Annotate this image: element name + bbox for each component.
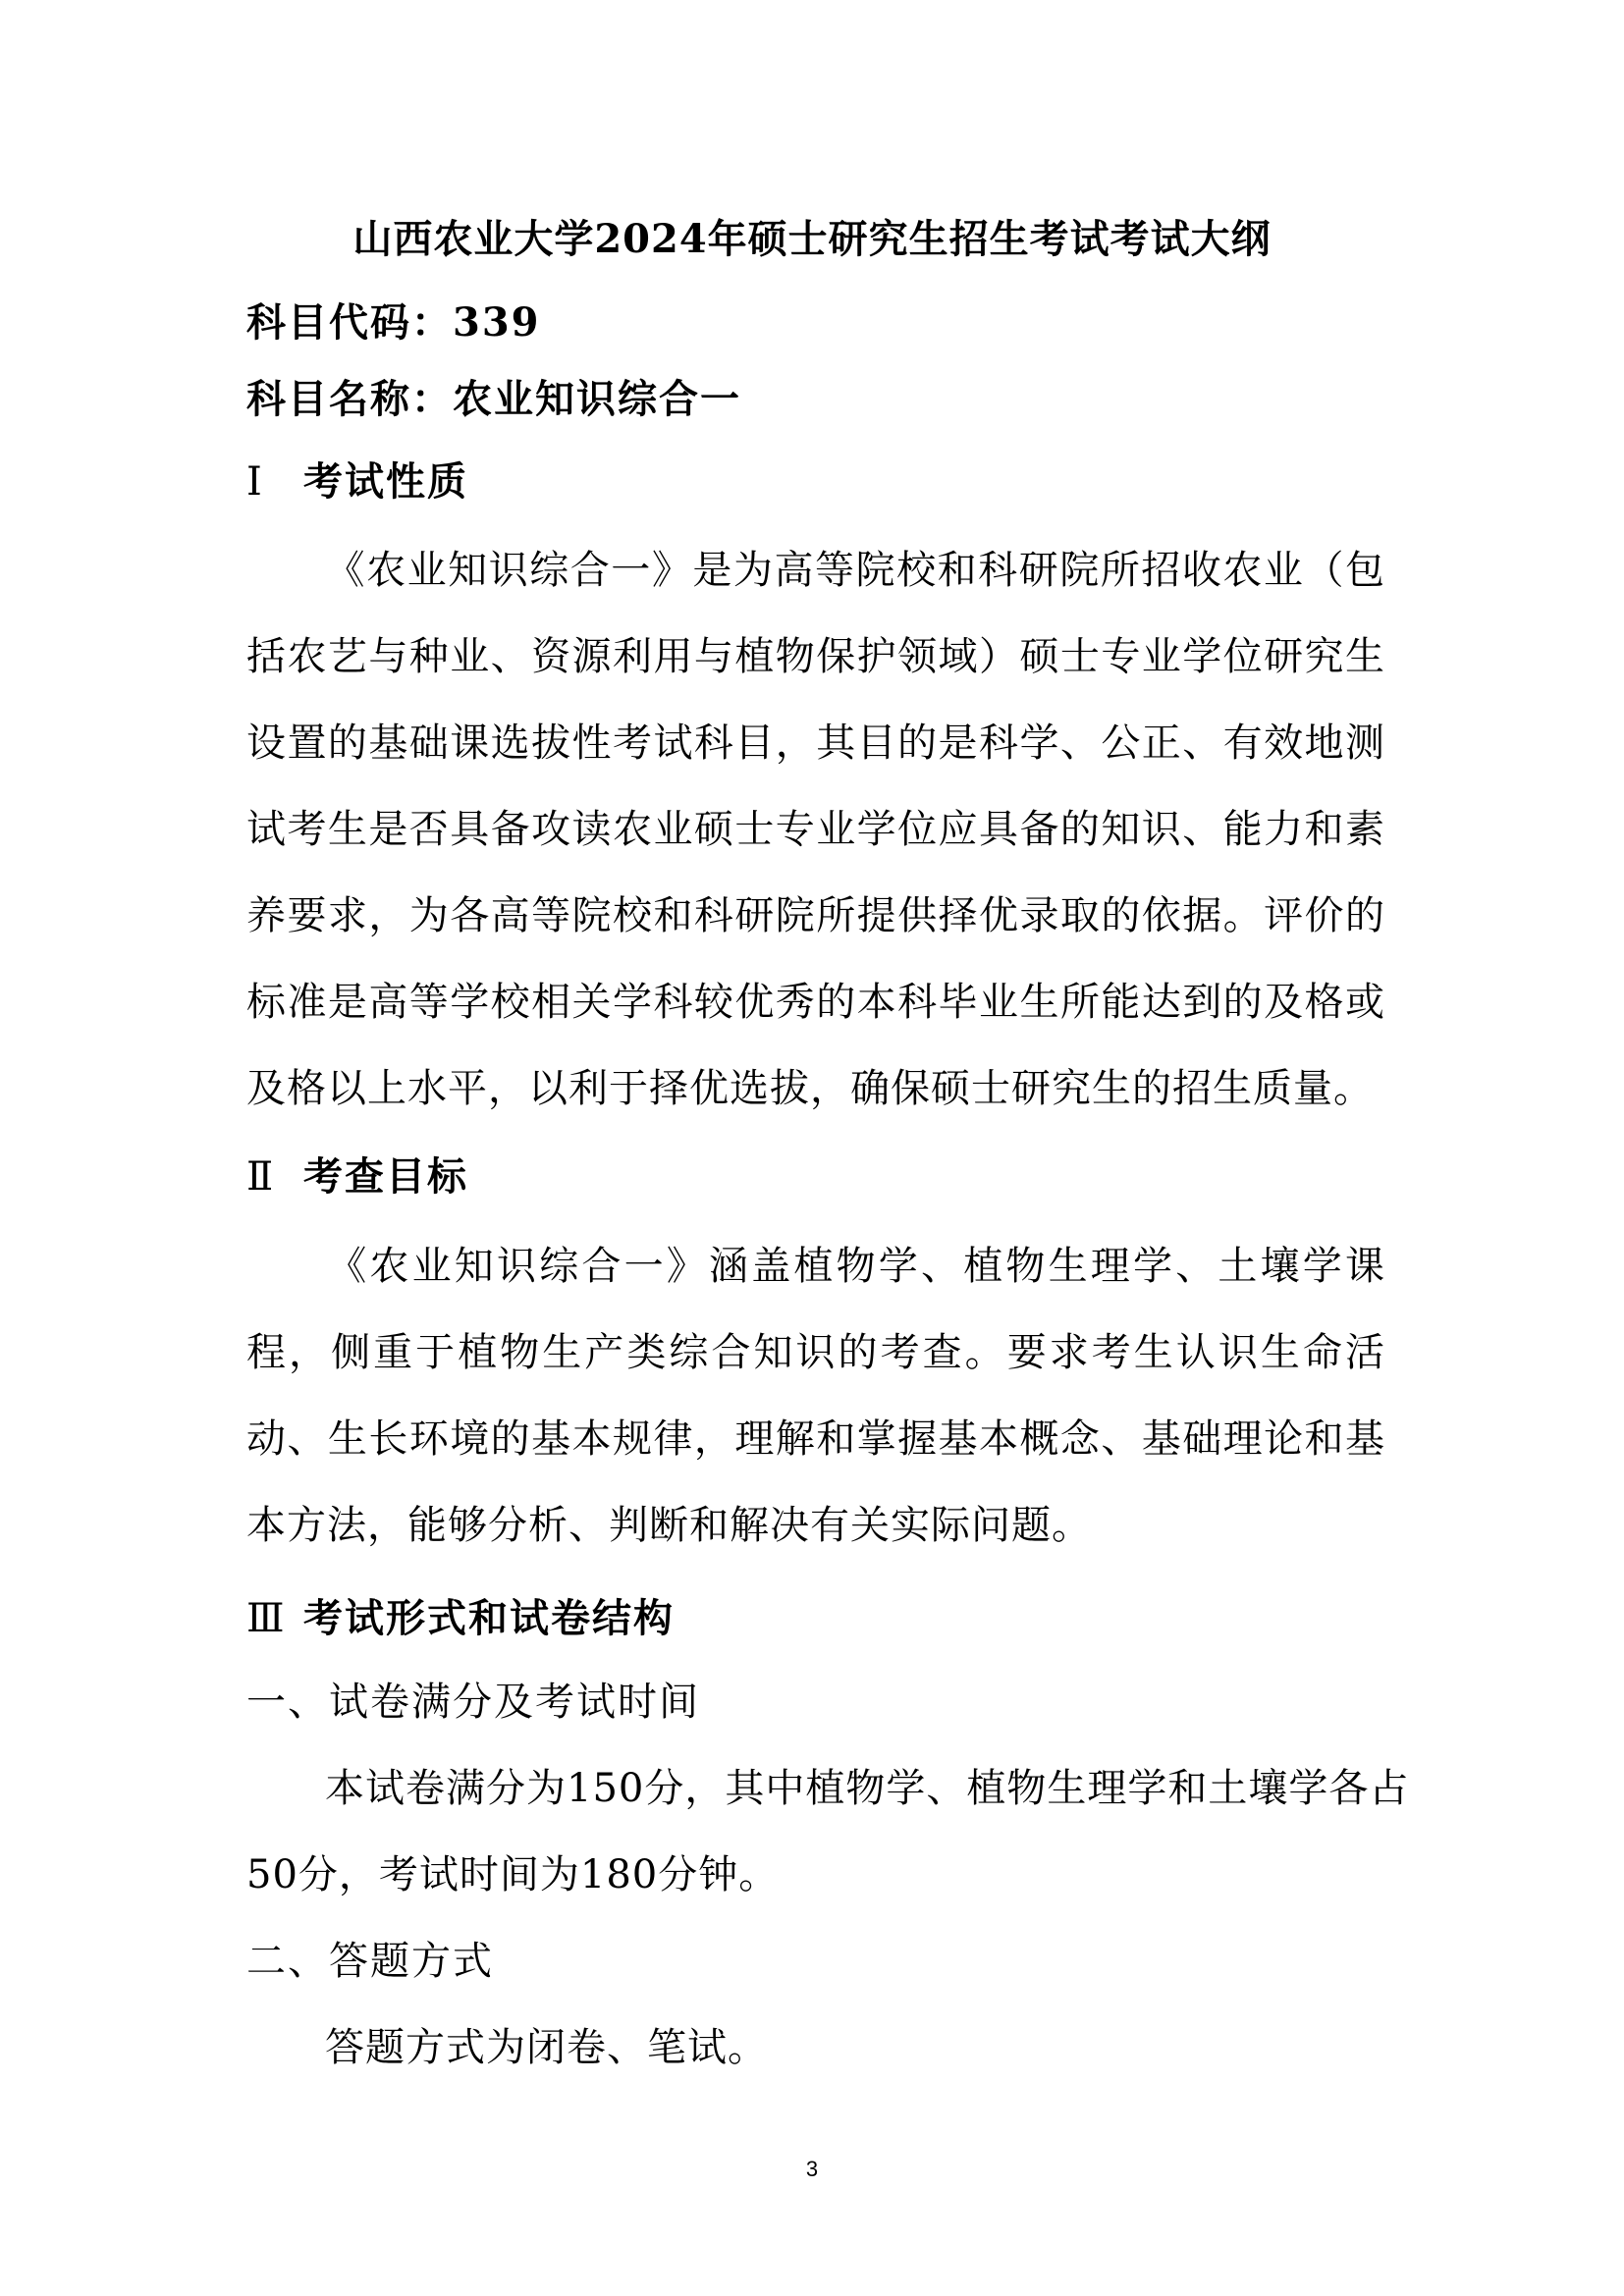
paragraph-text: 《农业知识综合一》是为高等院校和科研院所招收农业（包括农艺与种业、资源利用与植物保护领域）硕士专业学位研究生设置的基础课选拔性考试科目，其目的是科学、公正、有效地测试考生是否具备攻读农业硕士专业学位应具备的知识、能力和素养要求，为各高等院校和科研院所提供择优录取的依据。评价的标准是高等学校相关学科较优秀的本科毕业生所能达到的及格或及格以上水平，以利于择优选拔，确保硕士研究生的招生质量。 [246,548,1385,1111]
section-title: 考试性质 [303,458,468,505]
section-heading-3 [246,1590,675,1647]
paragraph-text: 《农业知识综合一》涵盖植物学、植物生理学、土壤学课程，侧重于植物生产类综合知识的考查。要求考生认识生命活动、生长环境的基本规律，理解和掌握基本概念、基础理论和基本方法，能够分析、判断和解决有关实际问题。 [246,1244,1385,1548]
subject-name: 科目名称：农业知识综合一 [246,376,741,422]
page-number: 3 [805,2157,819,2181]
section-number: Ⅲ [246,1596,287,1641]
section-number: Ⅱ [246,1154,276,1200]
section-title: 考试形式和试卷结构 [303,1595,675,1641]
subsection-line: 本试卷满分为150分，其中植物学、植物生理学和土壤学各占 [325,1766,1410,1811]
document-title: 山西农业大学2024年硕士研究生招生考试考试大纲 [352,216,1272,262]
section-number: Ⅰ [246,459,264,505]
section-heading-1 [246,454,468,510]
section-heading-2 [246,1148,468,1205]
subsection-heading-2: 二、答题方式 [246,1939,494,1984]
subject-code: 科目代码：339 [246,299,541,346]
subsection-line: 答题方式为闭卷、笔试。 [325,2025,768,2070]
subsection-heading-1: 一、试卷满分及考试时间 [246,1680,700,1725]
section-title: 考查目标 [303,1153,468,1200]
section-paragraph-1 [246,527,1385,1132]
section-paragraph-2 [246,1223,1385,1569]
subsection-line: 50分，考试时间为180分钟。 [246,1852,780,1897]
